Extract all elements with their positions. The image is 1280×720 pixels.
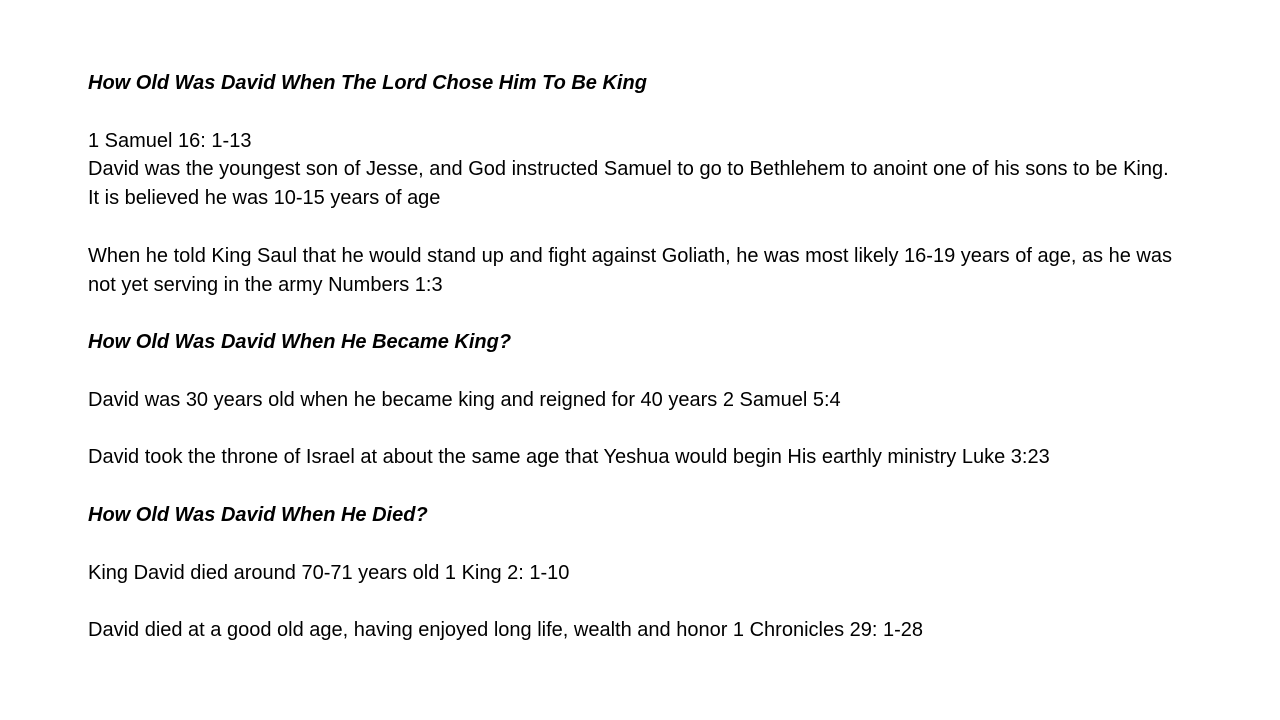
spacer	[88, 213, 1198, 242]
spacer	[88, 98, 1198, 127]
heading-chosen-king: How Old Was David When The Lord Chose Him To Be King	[88, 72, 647, 94]
paragraph-age-estimate: It is believed he was 10-15 years of age	[88, 187, 441, 210]
spacer	[88, 415, 1198, 444]
heading-died: How Old Was David When He Died?	[88, 503, 428, 526]
spacer	[88, 472, 1198, 501]
spacer	[88, 530, 1198, 559]
paragraph-reign: David was 30 years old when he became king and reigned for 40 years 2 Samuel 5:4	[88, 388, 841, 411]
slide-text-body	[88, 69, 1198, 645]
spacer	[88, 587, 1198, 616]
spacer	[88, 299, 1198, 328]
paragraph-goliath: When he told King Saul that he would stand up and fight against Goliath, he was most likely 16-19 years of age, as he was not yet serving in the army Numbers 1:3	[88, 244, 1172, 296]
scripture-reference: 1 Samuel 16: 1-13	[88, 129, 252, 152]
heading-became-king: How Old Was David When He Became King?	[88, 331, 512, 354]
paragraph-throne: David took the throne of Israel at about the same age that Yeshua would begin His earthly ministry Luke 3:23	[88, 446, 1050, 469]
paragraph-good-old-age: David died at a good old age, having enjoyed long life, wealth and honor 1 Chronicles 29: 1-28	[88, 619, 924, 642]
paragraph-death-age: King David died around 70-71 years old 1 King 2: 1-10	[88, 561, 570, 584]
paragraph-youngest-son: David was the youngest son of Jesse, and God instructed Samuel to go to Bethlehem to anoint one of his sons to be King.	[88, 158, 1169, 181]
spacer	[88, 357, 1198, 386]
